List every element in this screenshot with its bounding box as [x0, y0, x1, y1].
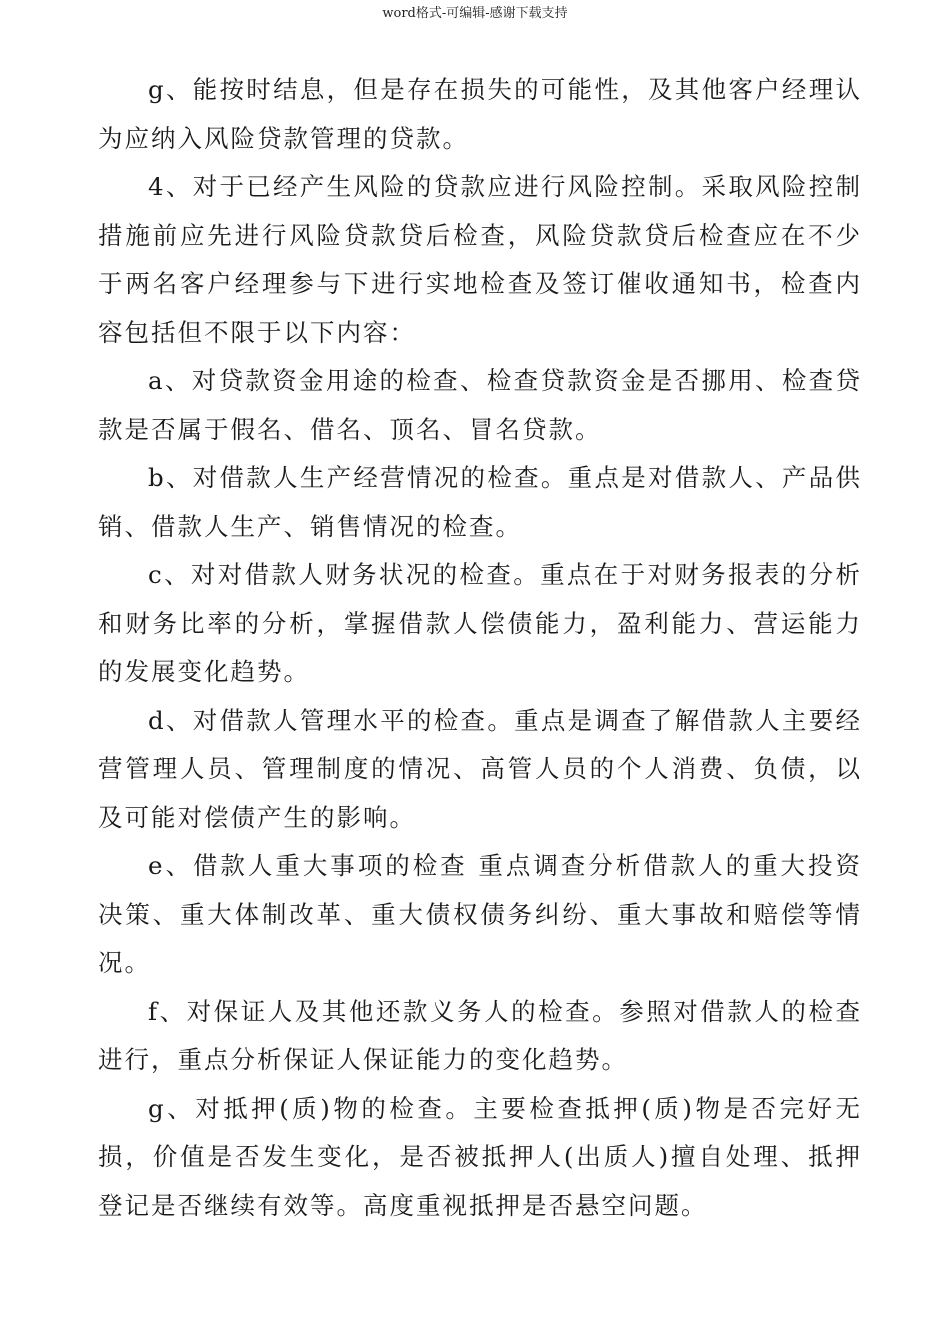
paragraph-g-collateral: g、对抵押(质)物的检查。主要检查抵押(质)物是否完好无损，价值是否发生变化，是否被抵押人(出质人)擅自处理、抵押登记是否继续有效等。高度重视抵押是否悬空问题。 — [98, 1093, 862, 1220]
paragraph-d-management: d、对借款人管理水平的检查。重点是调查了解借款人主要经营管理人员、管理制度的情况、高管人员的个人消费、负债，以及可能对偿债产生的影响。 — [98, 705, 862, 832]
paragraph-4-risk-control: 4、对于已经产生风险的贷款应进行风险控制。采取风险控制措施前应先进行风险贷款贷后检查，风险贷款贷后检查应在不少于两名客户经理参与下进行实地检查及签订催收通知书，检查内容包括但不限于以下内容： — [98, 172, 862, 347]
document-body — [98, 66, 862, 1230]
paragraph-a-fund-usage: a、对贷款资金用途的检查、检查贷款资金是否挪用、检查贷款是否属于假名、借名、顶名、冒名贷款。 — [98, 366, 862, 444]
paragraph-e-major-events: e、借款人重大事项的检查 重点调查分析借款人的重大投资决策、重大体制改革、重大债权债务纠纷、重大事故和赔偿等情况。 — [98, 851, 862, 977]
paragraph-g-risk-loan: g、能按时结息，但是存在损失的可能性，及其他客户经理认为应纳入风险贷款管理的贷款。 — [98, 75, 862, 153]
paragraph-c-financials: c、对对借款人财务状况的检查。重点在于对财务报表的分析和财务比率的分析，掌握借款人偿债能力，盈利能力、营运能力的发展变化趋势。 — [98, 560, 862, 686]
paragraph-f-guarantor: f、对保证人及其他还款义务人的检查。参照对借款人的检查进行，重点分析保证人保证能力的变化趋势。 — [98, 996, 862, 1074]
page-header: word格式-可编辑-感谢下载支持 — [382, 6, 568, 21]
paragraph-b-operations: b、对借款人生产经营情况的检查。重点是对借款人、产品供销、借款人生产、销售情况的检查。 — [98, 463, 862, 541]
